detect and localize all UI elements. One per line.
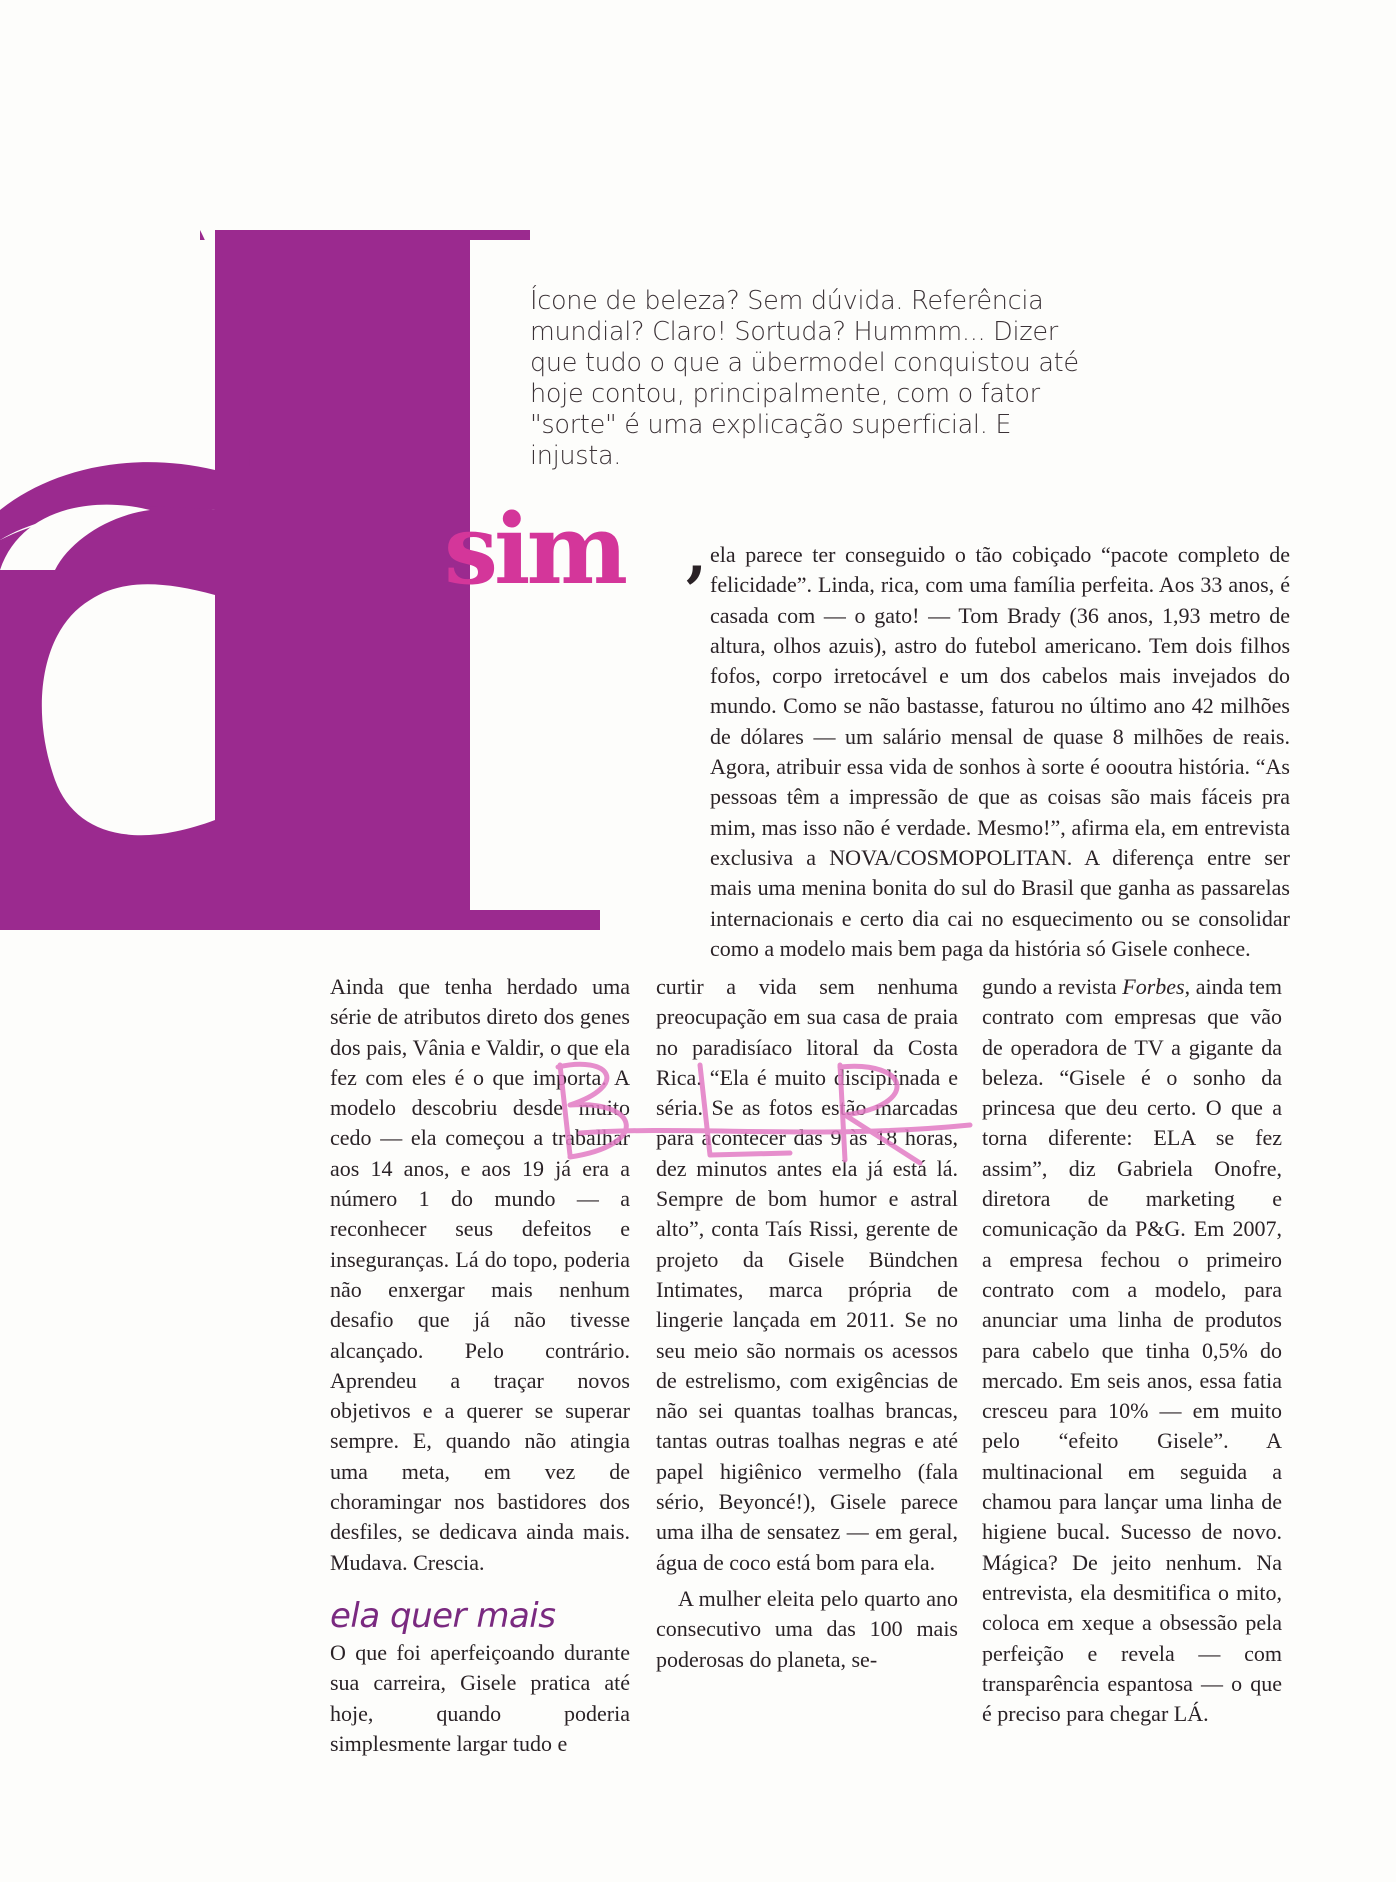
magazine-name: Forbes (1122, 974, 1185, 999)
column-1-paragraph-2: O que foi aperfeiçoando durante sua carreira, Gisele pratica até hoje, quando poderia simplesmente largar tudo e (330, 1639, 630, 1756)
subheading: ela quer mais (330, 1595, 556, 1636)
column-2 (656, 972, 958, 1675)
drop-comma: , (686, 520, 707, 590)
column-3-text-start: gundo a revista (982, 974, 1123, 999)
lead-text: ela parece ter conseguido o tão cobiçado “pacote completo de felicidade”. Linda, rica, com uma família perfeita. Aos 33 anos, é casada com — o gato! — Tom Brady (36 anos, 1,93 metro de altura, olhos azuis), astro do futebol americano. Tem dois filhos fofos, corpo irretocável e um dos cabelos mais invejados do mundo. Como se não bastasse, faturou no último ano 42 milhões de dólares — um salário mensal de quase 8 milhões de reais. Agora, atribuir essa vida de sonhos à sorte é oooutra história. “As pessoas têm a impressão de que as coisas são mais fáceis pra mim, mas isso não é verdade. Mesmo!”, afirma ela, em entrevista exclusiva a NOVA/COSMOPOLITAN. A diferença entre ser mais uma menina bonita do sul do Brasil que ganha as passarelas internacionais e certo dia cai no esquecimento ou se consolidar como a modelo mais bem paga da história só Gisele conhece. (710, 542, 1290, 961)
column-2-paragraph-2: A mulher eleita pelo quarto ano consecutivo uma das 100 mais poderosas do planeta, se- (656, 1585, 958, 1672)
drop-word: sim (444, 493, 625, 606)
column-3 (982, 972, 1282, 1729)
standfirst (530, 286, 1110, 472)
column-1 (330, 972, 630, 1759)
lead-paragraph (710, 540, 1290, 964)
standfirst-text: Ícone de beleza? Sem dúvida. Referência mundial? Claro! Sortuda? Hummm... Dizer que tudo o que a übermodel conquistou até hoje contou, principalmente, com o fator "sorte" é uma explicação superficial. E injusta. (530, 286, 1079, 471)
column-3-text-rest: , ainda tem contrato com empresas que vão de operadora de TV a gigante da beleza. “Gisele é o sonho da princesa que deu certo. O que a torna diferente: ELA se fez assim”, diz Gabriela Onofre, diretora de marketing e comunicação da P&G. Em 2007, a empresa fechou o primeiro contrato com a modelo, para anunciar uma linha de produtos para cabelo que tinha 0,5% do mercado. Em seis anos, essa fatia cresceu para 10% — em muito pelo “efeito Gisele”. A multinacional em seguida a chamou para lançar uma linha de higiene bucal. Sucesso de novo. Mágica? De jeito nenhum. Na entrevista, ela desmitifica o mito, coloca em xeque a obsessão pela perfeição e revela — com transparência espantosa — o que é preciso para chegar LÁ. (982, 974, 1282, 1727)
column-2-paragraph-1: curtir a vida sem nenhuma preocupação em sua casa de praia no paradisíaco litoral da Costa Rica. “Ela é muito disciplinada e séria. Se as fotos estão marcadas para acontecer das 9 às 18 horas, dez minutos antes ela já está lá. Sempre de bom humor e astral alto”, conta Taís Rissi, gerente de projeto da Gisele Bündchen Intimates, marca própria de lingerie lançada em 2011. Se no seu meio são normais os acessos de estrelismo, com exigências de não sei quantas toalhas brancas, tantas outras toalhas negras e até papel higiênico vermelho (fala sério, Beyoncé!), Gisele parece uma ilha de sensatez — em geral, água de coco está bom para ela. (656, 974, 958, 1575)
column-1-paragraph-1: Ainda que tenha herdado uma série de atributos direto dos genes dos pais, Vânia e Valdir, o que ela fez com eles é o que importa. A modelo descobriu desde muito cedo — ela começou a trabalhar aos 14 anos, e aos 19 já era a número 1 do mundo — a reconhecer seus defeitos e inseguranças. Lá do topo, poderia não enxergar mais nenhum desafio que já não tivesse alcançado. Pelo contrário. Aprendeu a traçar novos objetivos e a querer se superar sempre. E, quando não atingia uma meta, em vez de choramingar nos bastidores dos desfiles, se dedicava ainda mais. Mudava. Crescia. (330, 974, 630, 1575)
column-3-paragraph-1 (982, 972, 1282, 1729)
